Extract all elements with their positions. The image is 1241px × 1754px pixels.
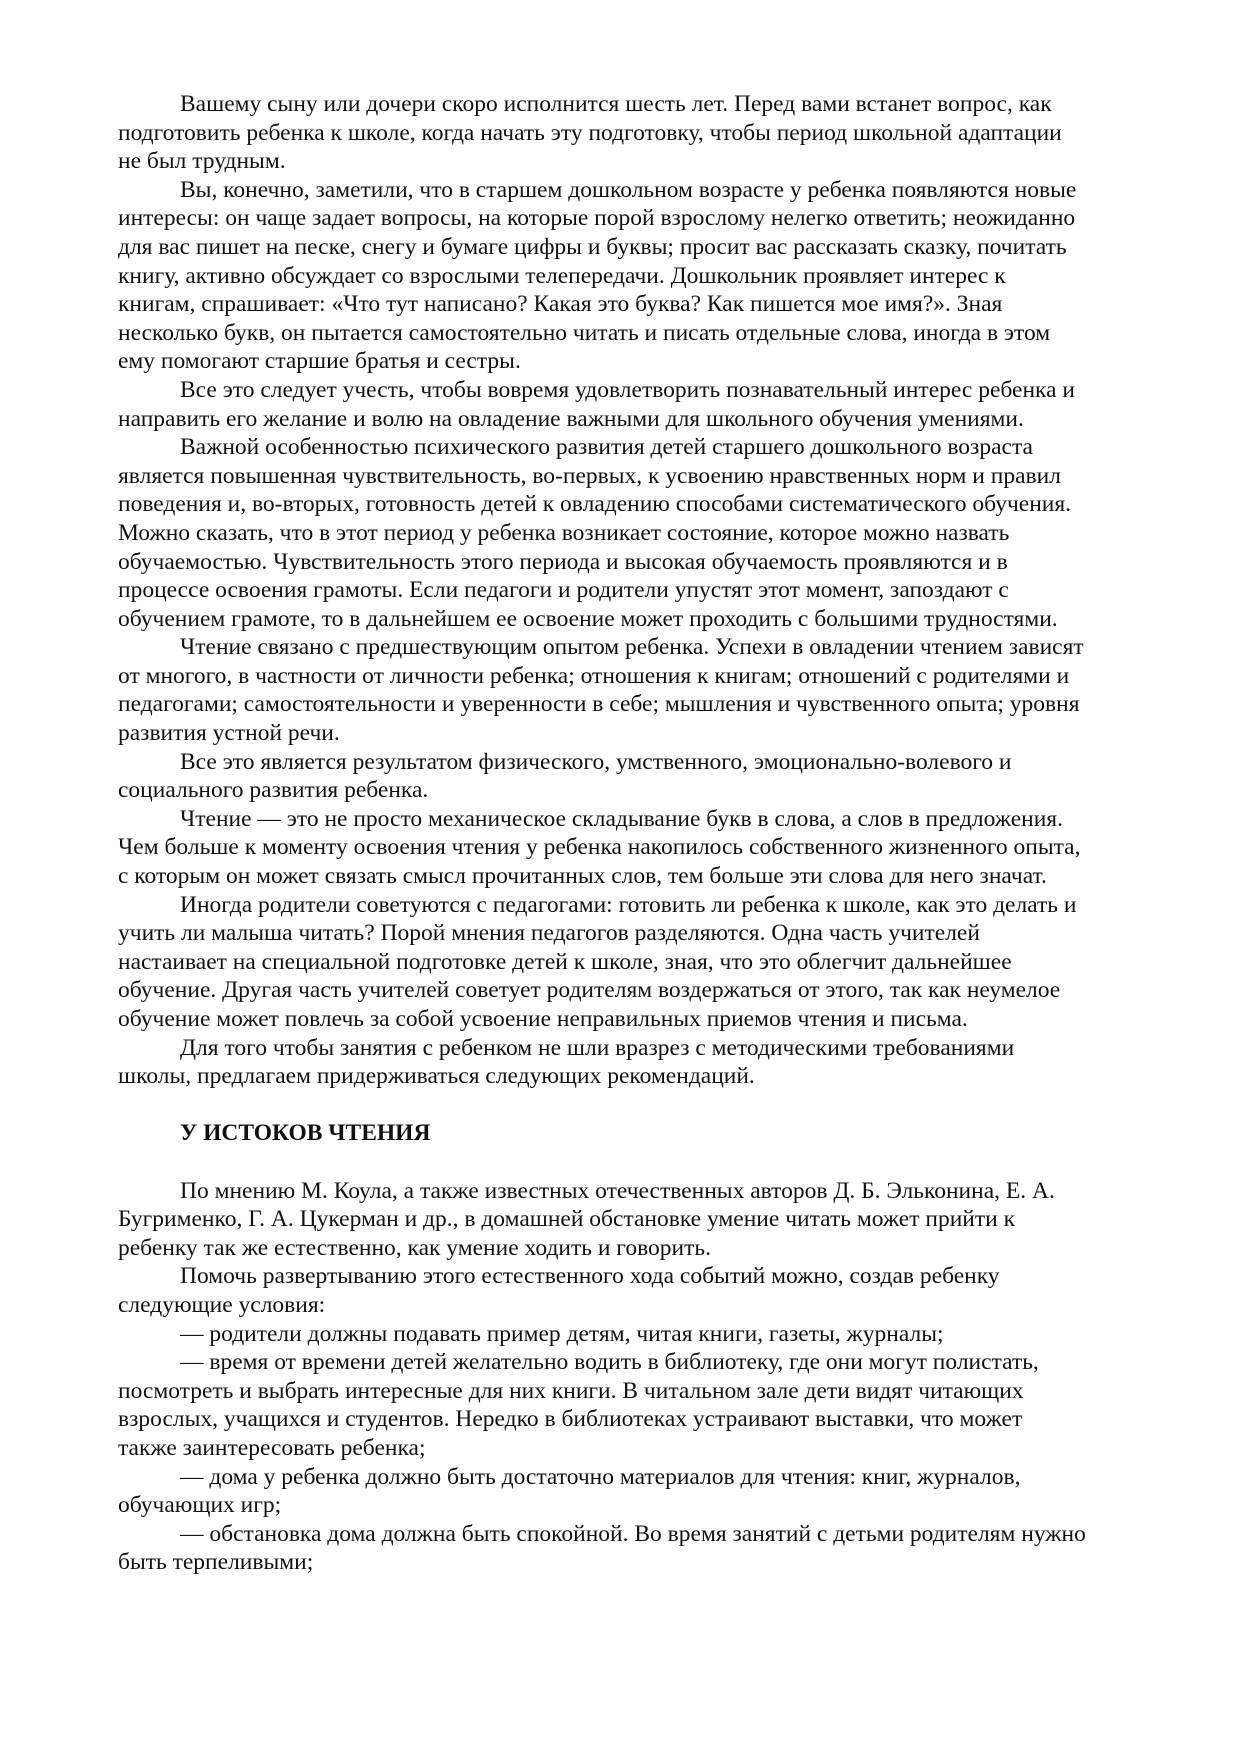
text-line: социального развития ребенка. — [118, 777, 429, 804]
text-line: Помочь развертыванию этого естественного хода событий можно, создав ребенку — [180, 1263, 1000, 1290]
text-line: развития устной речи. — [118, 720, 340, 747]
paragraph — [118, 1320, 1158, 1349]
text-line: школы, предлагаем придерживаться следующих рекомендаций. — [118, 1063, 755, 1090]
text-line: также заинтересовать ребенка; — [118, 1434, 426, 1461]
text-line: обучение. Другая часть учителей советует родителям воздержаться от этого, так как неумелое — [118, 977, 1061, 1004]
section-heading: У ИСТОКОВ ЧТЕНИЯ — [180, 1120, 431, 1147]
text-line: Чтение связано с предшествующим опытом ребенка. Успехи в овладении чтением зависят — [180, 634, 1084, 661]
text-line: — обстановка дома должна быть спокойной. Во время занятий с детьми родителям нужно — [180, 1520, 1086, 1547]
text-line: обучением грамоте, то в дальнейшем ее освоение может проходить с большими трудностями. — [118, 605, 1058, 632]
text-line: Чтение — это не просто механическое складывание букв в слова, а слов в предложения. — [180, 805, 1063, 832]
text-line: — родители должны подавать пример детям, читая книги, газеты, журналы; — [180, 1320, 944, 1347]
text-line: подготовить ребенка к школе, когда начать эту подготовку, чтобы период школьной адаптации — [118, 119, 1062, 146]
text-line: процессе освоения грамоты. Если педагоги и родители упустят этот момент, запоздают с — [118, 577, 1009, 604]
paragraph — [118, 633, 1158, 747]
text-line: направить его желание и волю на овладение важными для школьного обучения умениями. — [118, 405, 1024, 432]
text-line: учить ли малыша читать? Порой мнения педагогов разделяются. Одна часть учителей — [118, 920, 980, 947]
text-line: Все это следует учесть, чтобы вовремя удовлетворить познавательный интерес ребенка и — [180, 376, 1075, 403]
paragraph — [118, 176, 1158, 376]
text-line: педагогами; самостоятельности и уверенности в себе; мышления и чувственного опыта; уровня — [118, 691, 1080, 718]
text-line: — дома у ребенка должно быть достаточно материалов для чтения: книг, журналов, — [180, 1463, 1021, 1490]
text-line: поведения и, во-вторых, готовность детей к овладению способами систематического обучения. — [118, 491, 1072, 518]
text-line: с которым он может связать смысл прочитанных слов, тем больше эти слова для него значат. — [118, 863, 1047, 890]
text-line: Все это является результатом физического, умственного, эмоционально-волевого и — [180, 748, 1012, 775]
text-line: для вас пишет на песке, снегу и бумаге цифры и буквы; просит вас рассказать сказку, почитать — [118, 233, 1067, 260]
text-line: интересы: он чаще задает вопросы, на которые порой взрослому нелегко ответить; неожиданно — [118, 205, 1076, 232]
document-page — [118, 90, 1158, 1577]
body-text-before-heading — [118, 90, 1158, 1091]
text-line: быть терпеливыми; — [118, 1549, 314, 1576]
text-line: не был трудным. — [118, 148, 286, 175]
text-line: книгу, активно обсуждает со взрослыми телепередачи. Дошкольник проявляет интерес к — [118, 262, 1006, 289]
paragraph — [118, 376, 1158, 433]
text-line: — время от времени детей желательно водить в библиотеку, где они могут полистать, — [180, 1349, 1039, 1376]
paragraph — [118, 1348, 1158, 1462]
text-line: обучающих игр; — [118, 1492, 282, 1519]
text-line: Чем больше к моменту освоения чтения у ребенка накопилось собственного жизненного опыта, — [118, 834, 1081, 861]
paragraph — [118, 1463, 1158, 1520]
text-line: следующие условия: — [118, 1291, 326, 1318]
paragraph — [118, 1520, 1158, 1577]
paragraph — [118, 891, 1158, 1034]
paragraph — [118, 805, 1158, 891]
paragraph — [118, 433, 1158, 633]
text-line: Можно сказать, что в этот период у ребенка возникает состояние, которое можно назвать — [118, 519, 1010, 546]
paragraph — [118, 1034, 1158, 1091]
paragraph — [118, 748, 1158, 805]
text-line: обучение может повлечь за собой усвоение неправильных приемов чтения и письма. — [118, 1006, 968, 1032]
text-line: посмотреть и выбрать интересные для них книги. В читальном зале дети видят читающих — [118, 1377, 1024, 1404]
body-text-after-heading — [118, 1177, 1158, 1577]
text-line: взрослых, учащихся и студентов. Нередко в библиотеках устраивают выставки, что может — [118, 1406, 1023, 1433]
text-line: Бугрименко, Г. А. Цукерман и др., в домашней обстановке умение читать может прийти к — [118, 1206, 1015, 1233]
text-line: ему помогают старшие братья и сестры. — [118, 348, 521, 375]
text-line: По мнению М. Коула, а также известных отечественных авторов Д. Б. Эльконина, Е. А. — [180, 1177, 1055, 1204]
text-line: несколько букв, он пытается самостоятельно читать и писать отдельные слова, иногда в этом — [118, 319, 1051, 346]
paragraph — [118, 90, 1158, 176]
text-line: Вы, конечно, заметили, что в старшем дошкольном возрасте у ребенка появляются новые — [180, 176, 1077, 203]
paragraph — [118, 1262, 1158, 1319]
paragraph — [118, 1177, 1158, 1263]
text-line: обучаемостью. Чувствительность этого периода и высокая обучаемость проявляются и в — [118, 548, 1008, 575]
text-line: является повышенная чувствительность, во-первых, к усвоению нравственных норм и правил — [118, 462, 1061, 489]
text-line: от многого, в частности от личности ребенка; отношения к книгам; отношений с родителями и — [118, 662, 1070, 689]
text-line: Для того чтобы занятия с ребенком не шли вразрез с методическими требованиями — [180, 1034, 1015, 1061]
text-line: Важной особенностью психического развития детей старшего дошкольного возраста — [180, 434, 1033, 461]
text-line: ребенку так же естественно, как умение ходить и говорить. — [118, 1234, 711, 1261]
text-line: Вашему сыну или дочери скоро исполнится шесть лет. Перед вами встанет вопрос, как — [180, 91, 1052, 117]
text-line: книгам, спрашивает: «Что тут написано? Какая это буква? Как пишется мое имя?». Зная — [118, 291, 1003, 318]
text-line: настаивает на специальной подготовке детей к школе, зная, что это облегчит дальнейшее — [118, 948, 1012, 975]
text-line: Иногда родители советуются с педагогами: готовить ли ребенка к школе, как это делать и — [180, 891, 1077, 918]
